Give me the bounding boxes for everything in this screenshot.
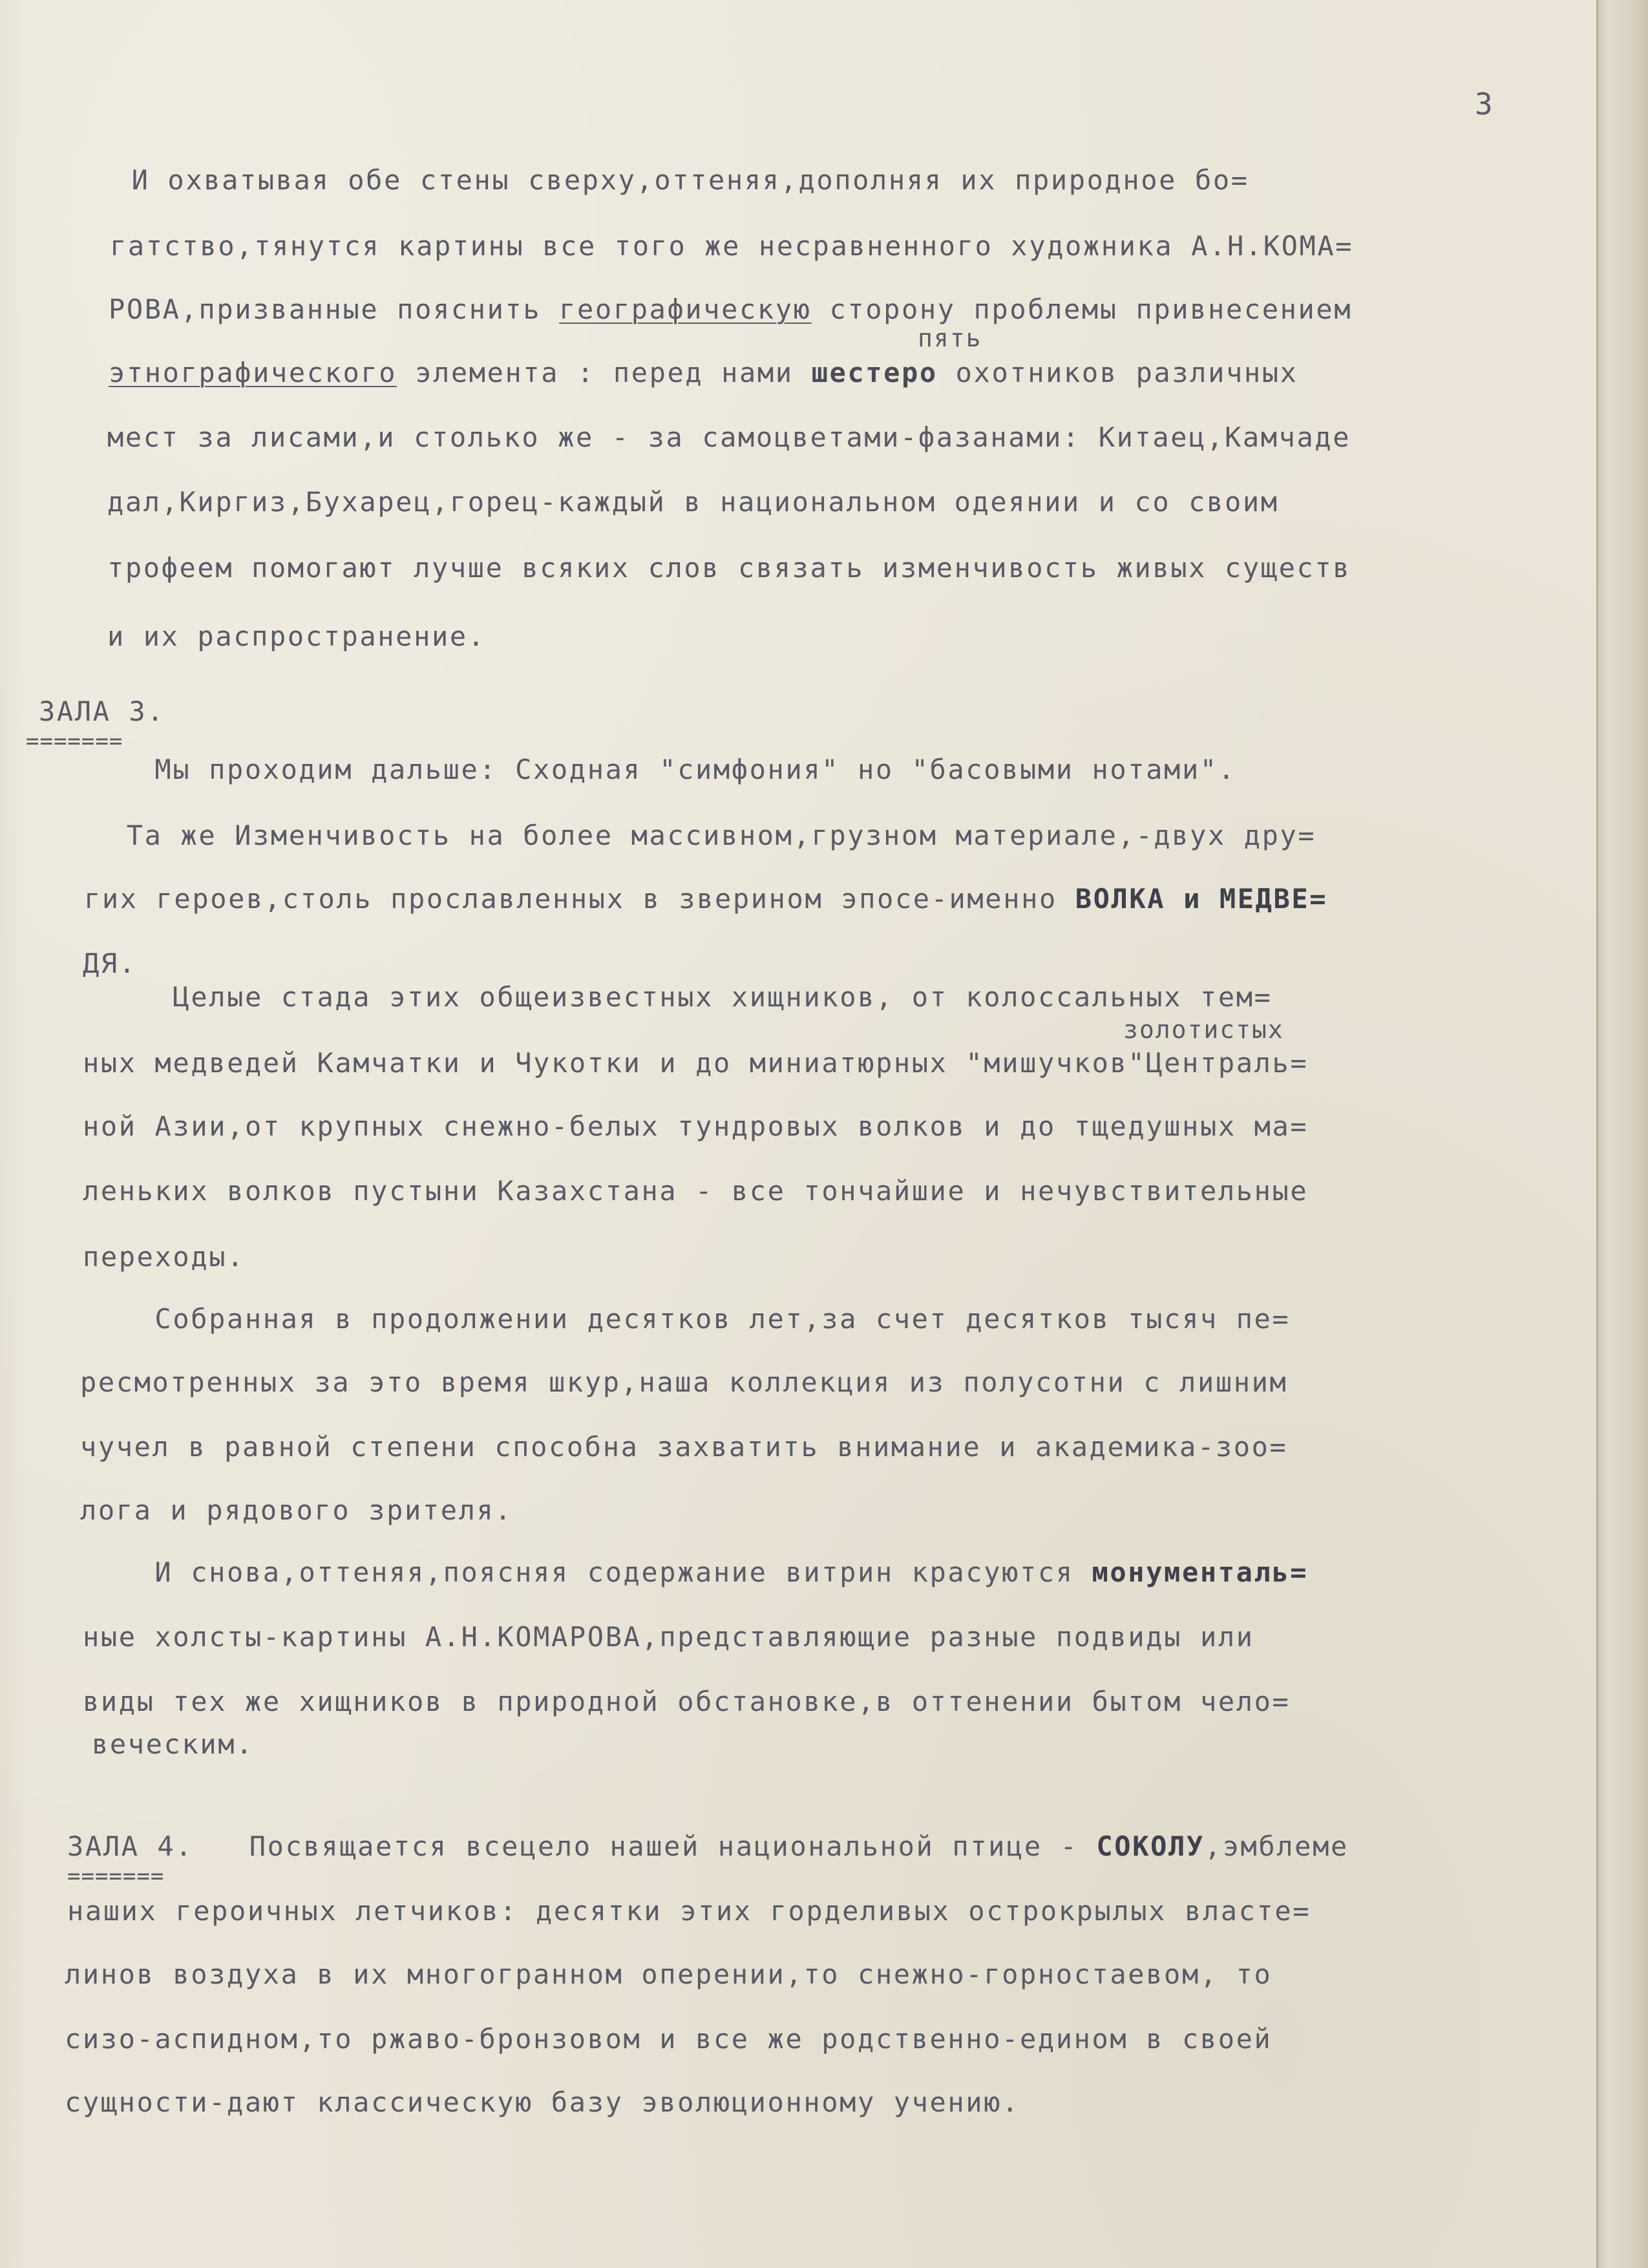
zala3-heading-underline: ======= bbox=[26, 728, 123, 754]
zala4-heading: ЗАЛА 4. bbox=[67, 1830, 194, 1862]
paper-edge bbox=[1596, 0, 1648, 2268]
z3-line-13: лога и рядового зрителя. bbox=[80, 1494, 513, 1526]
p1-line-5: мест за лисами,и столько же - за самоцветами-фазанами: Китаец,Камчаде bbox=[107, 421, 1351, 453]
p1-line-3a: РОВА,призванные пояснить bbox=[109, 293, 560, 325]
z3-line-11: ресмотренных за это время шкур,наша коллекция из полусотни с лишним bbox=[80, 1366, 1288, 1398]
geography-underlined: географическую bbox=[559, 293, 812, 325]
falcon-caps: СОКОЛУ bbox=[1096, 1830, 1205, 1862]
zala3-heading: ЗАЛА 3. bbox=[39, 695, 165, 727]
z4-line-4: сизо-аспидном,то ржаво-бронзовом и все же родственно-едином в своей bbox=[65, 2023, 1273, 2055]
z3-line-3a: гих героев,столь прославленных в зверином эпосе-именно bbox=[84, 883, 1075, 915]
zala4-heading-underline: ======= bbox=[67, 1863, 165, 1889]
z3-line-8: леньких волков пустыни Казахстана - все тончайшие и нечувствительные bbox=[83, 1175, 1309, 1207]
ethnography-underlined: этнографического bbox=[109, 357, 397, 388]
z4-line-1 bbox=[213, 1830, 1349, 1862]
p1-line-3 bbox=[109, 293, 1353, 325]
p1-line-1: И охватывая обе стены сверху,оттеняя,дополняя их природное бо= bbox=[78, 164, 1249, 196]
p1-line-4d: охотников различных bbox=[937, 357, 1298, 388]
paper-fold bbox=[1596, 0, 1598, 2268]
p1-line-2: гатство,тянутся картины все того же несравненного художника А.Н.КОМА= bbox=[110, 230, 1354, 262]
insert-golden: золотистых bbox=[1123, 1015, 1284, 1044]
p1-line-6: дал,Киргиз,Бухарец,горец-каждый в национальном одеянии и со своим bbox=[107, 486, 1279, 518]
p1-line-3c: сторону проблемы привнесением bbox=[811, 293, 1353, 325]
z3-line-5: Целые стада этих общеизвестных хищников, от колоссальных тем= bbox=[83, 981, 1273, 1013]
z3-line-4: ДЯ. bbox=[83, 948, 137, 979]
p1-line-7: трофеем помогают лучше всяких слов связать изменчивость живых существ bbox=[107, 552, 1351, 584]
wolf-bear-caps: ВОЛКА и МЕДВЕ= bbox=[1075, 883, 1328, 915]
z4-line-3: линов воздуха в их многогранном оперении,то снежно-горностаевом, то bbox=[65, 1958, 1273, 1990]
z4-line-1c: ,эмблеме bbox=[1204, 1830, 1349, 1862]
z3-line-14 bbox=[65, 1556, 1309, 1588]
p1-line-4 bbox=[109, 359, 1298, 387]
z4-line-1a: Посвящается всецело нашей национальной птице - bbox=[213, 1830, 1097, 1862]
z3-line-12: чучел в равной степени способна захватить внимание и академика-зоо= bbox=[80, 1431, 1288, 1463]
insert-five: пять bbox=[918, 324, 982, 352]
z3-line-7: ной Азии,от крупных снежно-белых тундровых волков и до тщедушных ма= bbox=[83, 1110, 1309, 1142]
z3-line-2: Та же Изменчивость на более массивном,грузном материале,-двух дру= bbox=[90, 820, 1316, 851]
z3-line-16: виды тех же хищников в природной обстановке,в оттенении бытом чело= bbox=[83, 1686, 1291, 1717]
z3-line-1: Мы проходим дальше: Сходная "симфония" но "басовыми нотами". bbox=[65, 754, 1236, 785]
z4-line-5: сущности-дают классическую базу эволюционному учению. bbox=[65, 2086, 1020, 2118]
z3-line-17: веческим. bbox=[92, 1728, 254, 1760]
z3-line-6: ных медведей Камчатки и Чукотки и до миниатюрных "мишучков"Централь= bbox=[83, 1047, 1309, 1079]
z3-line-3 bbox=[84, 885, 1327, 913]
z4-line-2: наших героичных летчиков: десятки этих горделивых острокрылых власте= bbox=[67, 1895, 1311, 1927]
z3-line-10: Собранная в продолжении десятков лет,за счет десятков тысяч пе= bbox=[65, 1303, 1291, 1335]
z3-line-15: ные холсты-картины А.Н.КОМАРОВА,представляющие разные подвиды или bbox=[83, 1621, 1254, 1653]
monumental-word: монументаль= bbox=[1092, 1556, 1309, 1588]
page-number: 3 bbox=[1475, 87, 1494, 122]
struck-word: шестеро bbox=[811, 357, 938, 388]
z3-line-14a: И снова,оттеняя,поясняя содержание витрин красуются bbox=[65, 1556, 1092, 1588]
p1-line-4b: элемента : перед нами bbox=[397, 357, 812, 388]
p1-line-8: и их распространение. bbox=[107, 620, 486, 652]
z3-line-9: переходы. bbox=[83, 1241, 245, 1273]
